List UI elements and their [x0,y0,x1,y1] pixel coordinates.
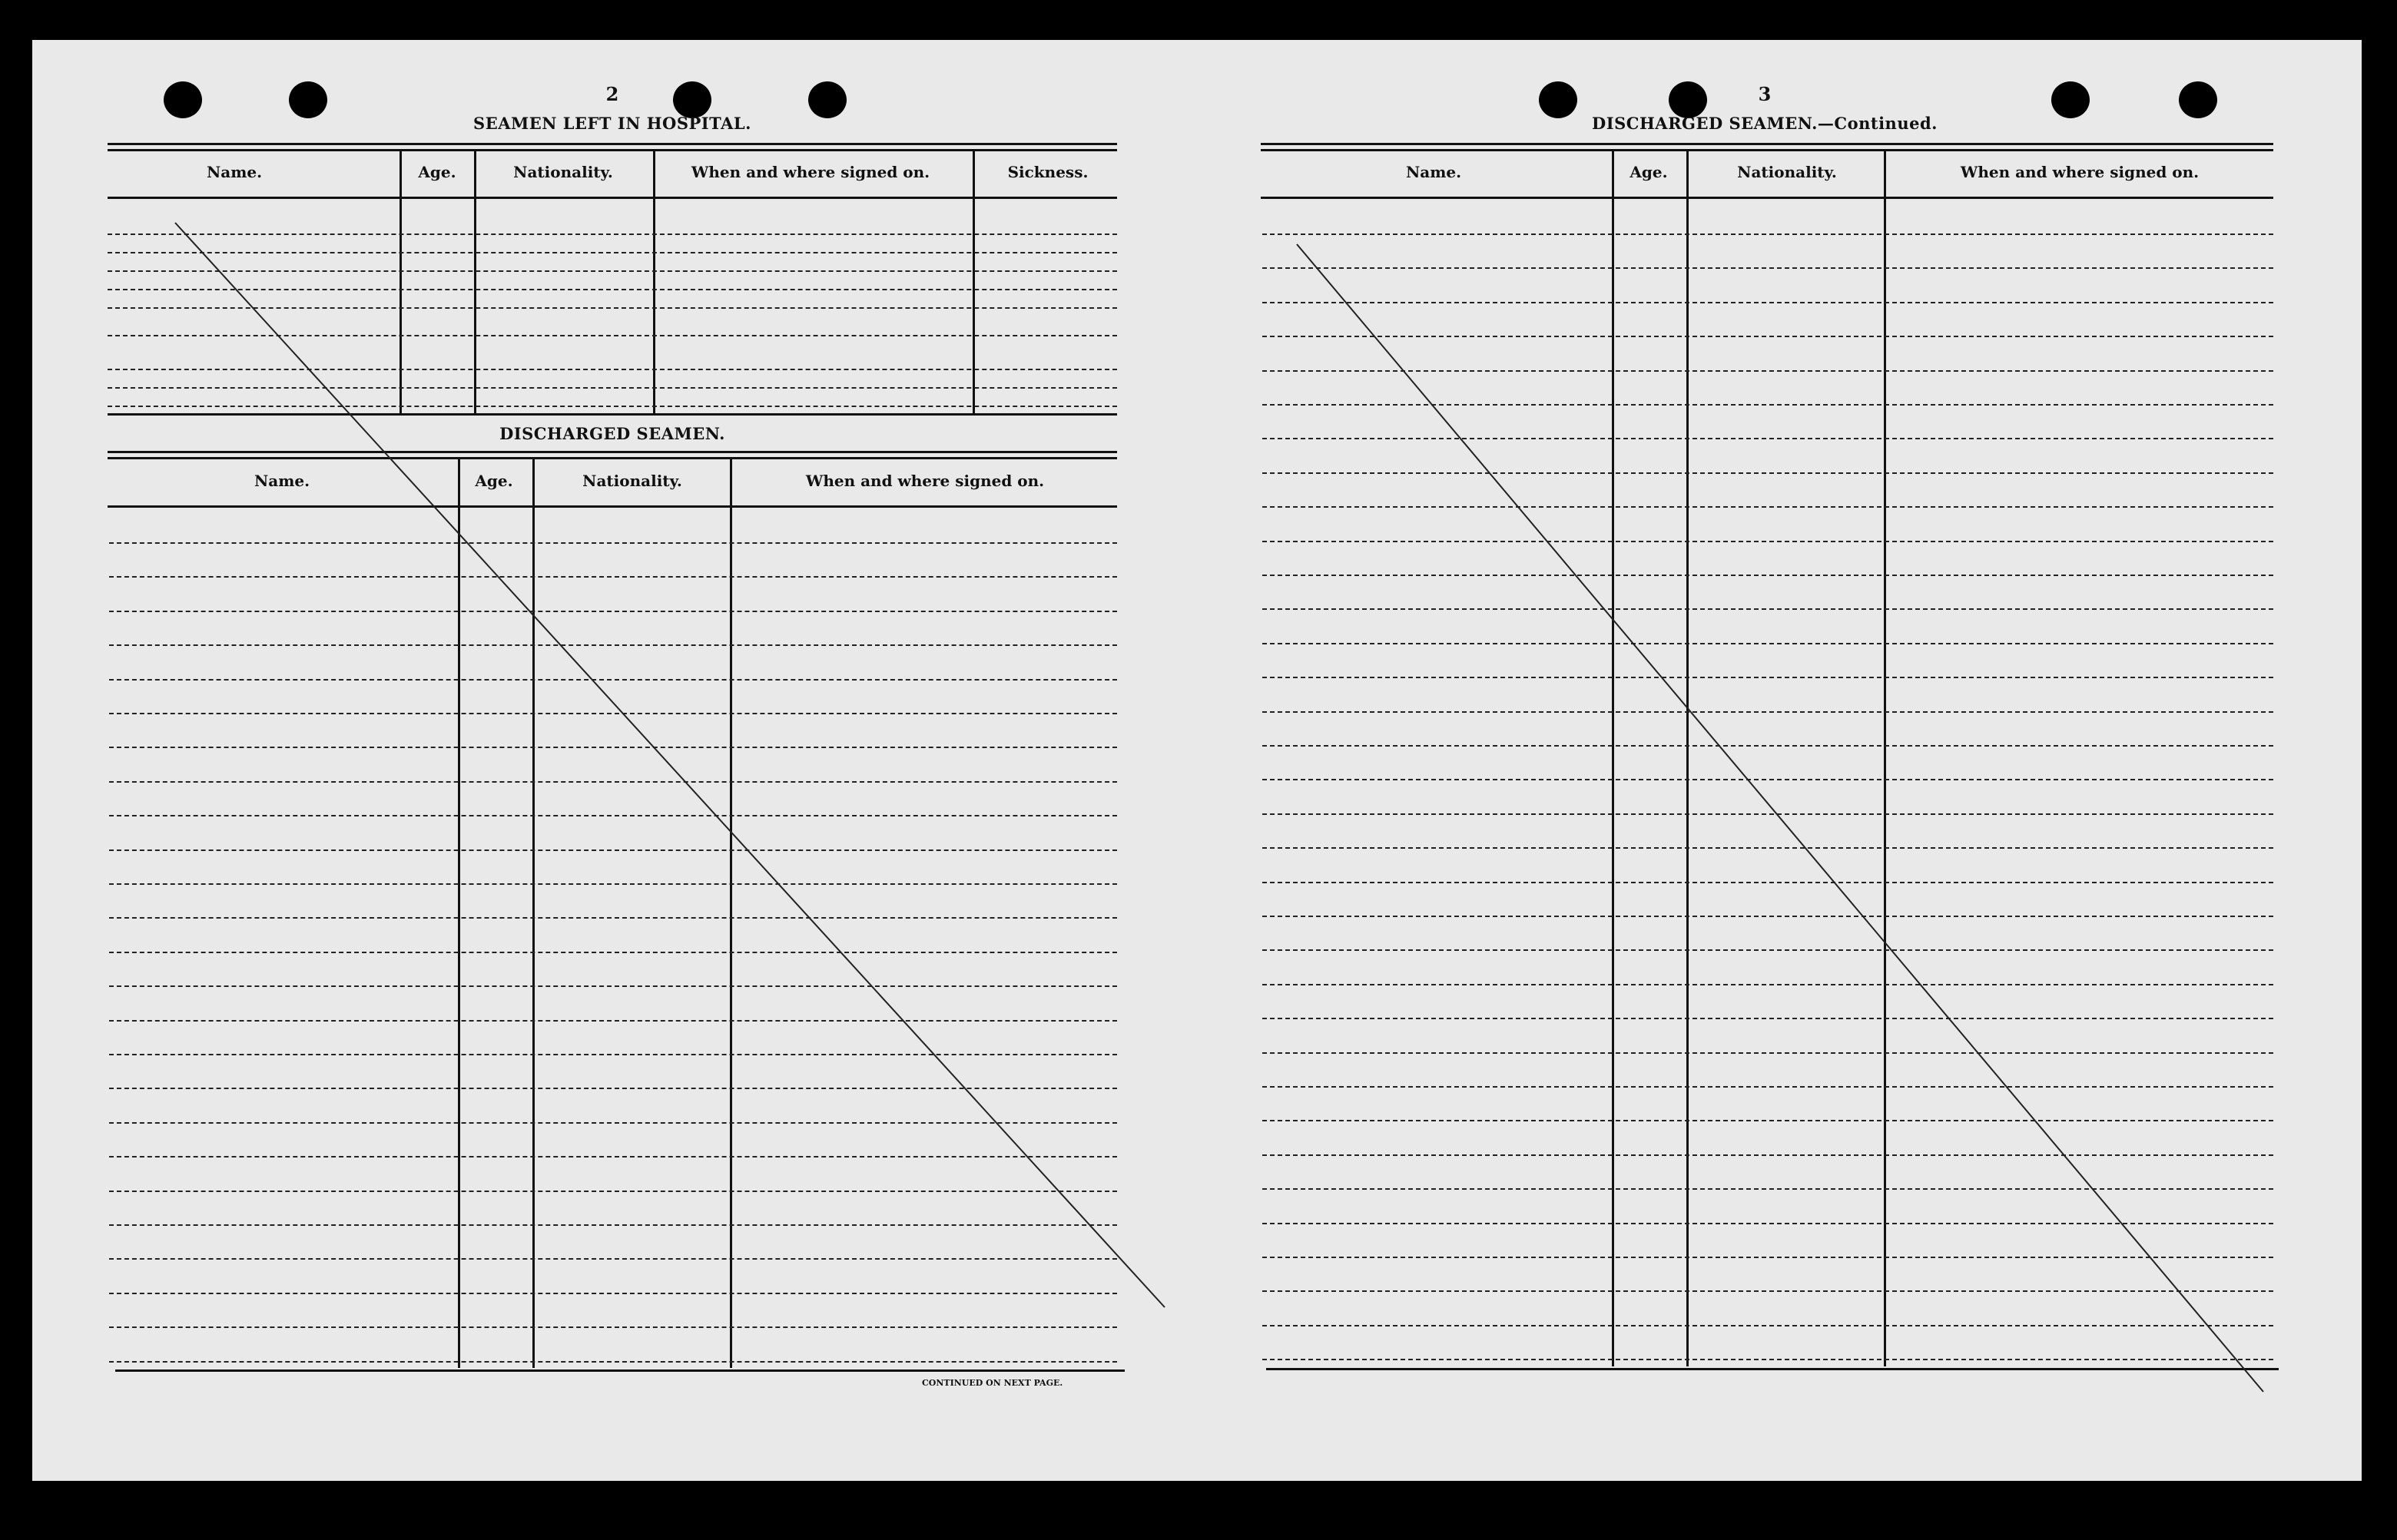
discharged-col-name: Name. [254,472,310,490]
hospital-col-sickness: Sickness. [1007,163,1089,181]
page-number-right: 3 [1758,83,1772,105]
discharged-section-title: DISCHARGED SEAMEN. [499,424,725,443]
discharged-col-age: Age. [475,472,513,490]
right-col-signed-on: When and where signed on. [1960,163,2200,181]
cancel-stroke-right [1297,244,2263,1392]
hospital-col-age: Age. [418,163,456,181]
right-section-title: DISCHARGED SEAMEN.—Continued. [1592,114,1938,133]
discharged-col-signed-on: When and where signed on. [805,472,1045,490]
hospital-col-name: Name. [206,163,263,181]
discharged-col-nationality: Nationality. [582,472,682,490]
right-col-age: Age. [1629,163,1668,181]
hospital-col-nationality: Nationality. [513,163,613,181]
hospital-col-signed-on: When and where signed on. [691,163,930,181]
right-col-name: Name. [1405,163,1462,181]
continued-footer: CONTINUED ON NEXT PAGE. [922,1378,1063,1388]
hospital-section-title: SEAMEN LEFT IN HOSPITAL. [473,114,751,133]
cancel-stroke-left [175,223,1165,1307]
page-number-left: 2 [605,83,619,105]
right-col-nationality: Nationality. [1737,163,1837,181]
